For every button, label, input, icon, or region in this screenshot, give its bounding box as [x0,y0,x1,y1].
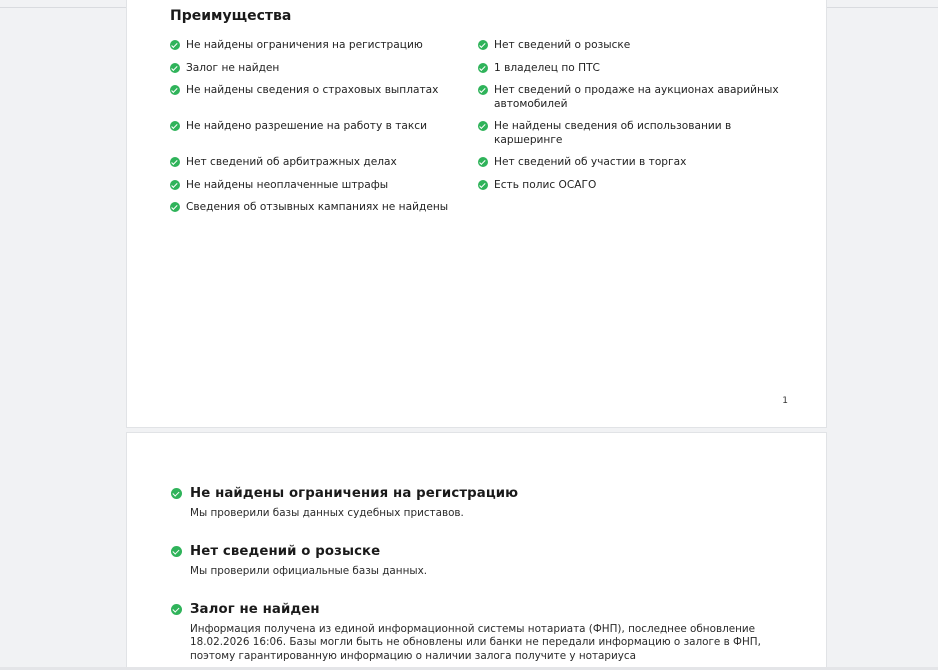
feature-item: Не найдены сведения о страховых выплатах [170,83,460,97]
feature-item: Не найдены сведения об использовании в каршеринге [478,119,736,147]
check-circle-icon [478,40,488,50]
detail-block [171,544,771,578]
check-circle-icon [478,180,488,190]
check-circle-icon [171,604,182,615]
check-circle-icon [170,40,180,50]
document-page-1 [126,0,827,428]
detail-title: Залог не найден [190,602,320,617]
feature-item: Залог не найден [170,61,460,75]
feature-item: Нет сведений о продаже на аукционах аварийных автомобилей [478,83,783,111]
detail-block [171,486,771,520]
check-circle-icon [478,63,488,73]
check-circle-icon [171,488,182,499]
check-circle-icon [170,180,180,190]
document-page-2 [126,432,827,670]
detail-text: Мы проверили базы данных судебных приставов. [190,507,464,519]
check-circle-icon [170,202,180,212]
feature-item: Не найдены ограничения на регистрацию [170,38,460,52]
feature-item: Не найдено разрешение на работу в такси [170,119,460,133]
check-circle-icon [170,121,180,131]
detail-text: Информация получена из единой информационной системы нотариата (ФНП), последнее обновление 18.02.2026 16:06. Базы могли быть не обновлены или банки не передали информацию о залоге в ФНП, поэтому гарантированную информацию о наличии залога получите у нотариуса [190,623,761,662]
detail-title: Нет сведений о розыске [190,544,381,559]
detail-block [171,602,771,663]
section-title: Преимущества [170,8,292,24]
page-number: 1 [782,396,788,406]
detail-text: Мы проверили официальные базы данных. [190,565,428,577]
feature-item: Не найдены неоплаченные штрафы [170,178,460,192]
feature-item: Нет сведений о розыске [478,38,788,52]
detail-title: Не найдены ограничения на регистрацию [190,486,519,501]
check-circle-icon [170,85,180,95]
feature-item: Нет сведений об арбитражных делах [170,155,460,169]
feature-item: Сведения об отзывных кампаниях не найдены [170,200,460,214]
check-circle-icon [478,157,488,167]
check-circle-icon [171,546,182,557]
check-circle-icon [170,157,180,167]
check-circle-icon [478,121,488,131]
feature-item: Нет сведений об участии в торгах [478,155,788,169]
check-circle-icon [478,85,488,95]
feature-item: Есть полис ОСАГО [478,178,788,192]
feature-item: 1 владелец по ПТС [478,61,788,75]
check-circle-icon [170,63,180,73]
